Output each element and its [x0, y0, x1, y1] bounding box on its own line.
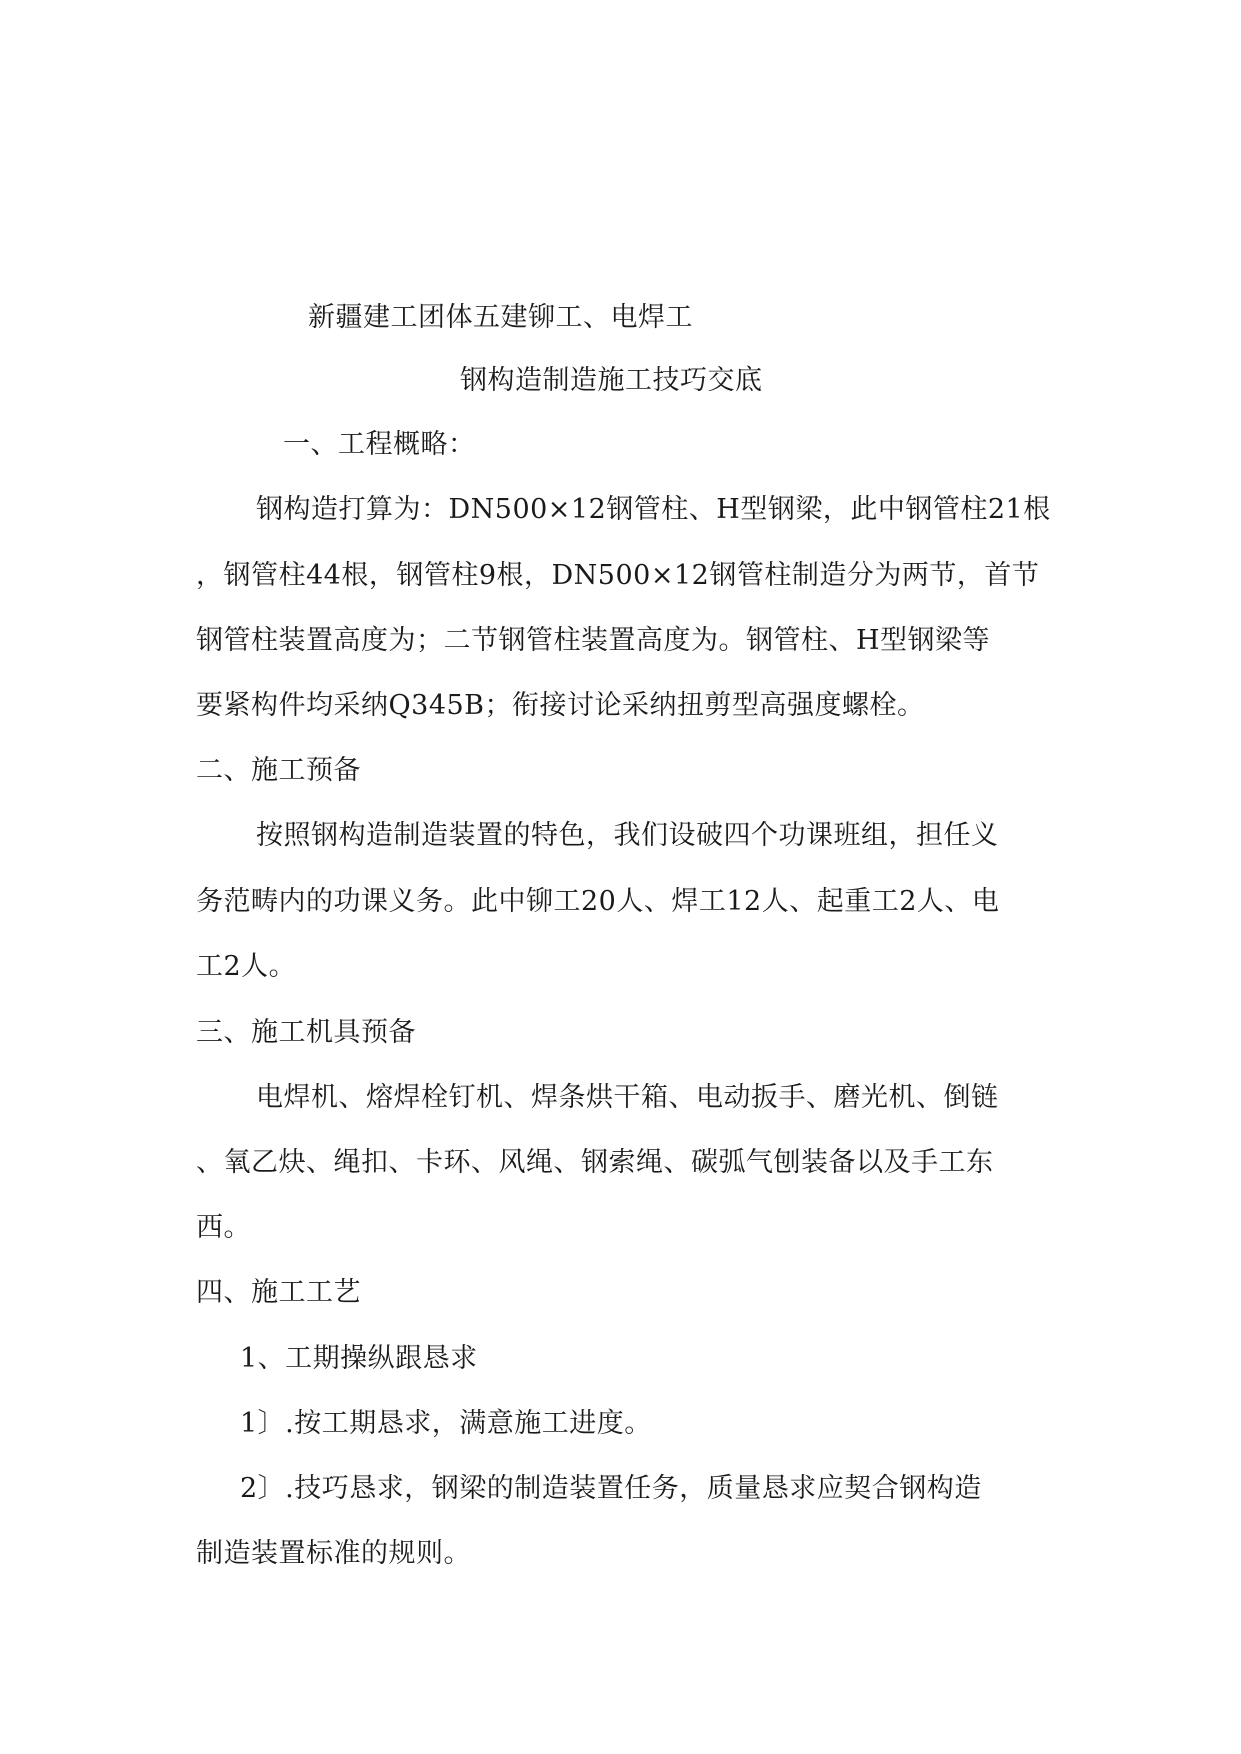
section-2-heading: 二、施工预备 — [196, 755, 361, 786]
section-3-paragraph-line: 西。 — [196, 1212, 251, 1243]
document-title-line-1: 新疆建工团体五建铆工、电焊工 — [308, 302, 693, 333]
section-3-paragraph-line: 、氧乙炔、绳扣、卡环、风绳、钢索绳、碳弧气刨装备以及手工东 — [196, 1147, 994, 1178]
section-2-paragraph-line: 务范畴内的功课义务。此中铆工20人、焊工12人、起重工2人、电 — [196, 886, 1000, 917]
section-1-paragraph-line: ，钢管柱44根，钢管柱9根，DN500×12钢管柱制造分为两节，首节 — [196, 560, 1040, 591]
section-2-paragraph-line: 工2人。 — [196, 951, 297, 982]
section-1-paragraph-line: 要紧构件均采纳Q345B；衔接讨论采纳扭剪型高强度螺栓。 — [196, 690, 925, 721]
section-4-subheading: 1、工期操纵跟恳求 — [240, 1343, 478, 1374]
section-1-paragraph-line: 钢管柱装置高度为；二节钢管柱装置高度为。钢管柱、H型钢梁等 — [196, 625, 991, 656]
section-1-paragraph-line: 钢构造打算为：DN500×12钢管柱、H型钢梁，此中钢管柱21根 — [256, 494, 1051, 525]
section-3-paragraph-line: 电焊机、熔焊栓钉机、焊条烘干箱、电动扳手、磨光机、倒链 — [256, 1082, 999, 1113]
section-4-heading: 四、施工工艺 — [196, 1277, 361, 1308]
section-4-list-item: 1〕.按工期恳求，满意施工进度。 — [240, 1408, 652, 1439]
section-4-list-item: 2〕.技巧恳求，钢梁的制造装置任务，质量恳求应契合钢构造 — [240, 1473, 982, 1504]
section-2-paragraph-line: 按照钢构造制造装置的特色，我们设破四个功课班组，担任义 — [256, 820, 999, 851]
document-title-line-2: 钢构造制造施工技巧交底 — [460, 365, 763, 396]
section-4-list-item-continuation: 制造装置标准的规则。 — [196, 1538, 471, 1569]
section-1-heading: 一、工程概略： — [283, 429, 476, 460]
section-3-heading: 三、施工机具预备 — [196, 1017, 416, 1048]
